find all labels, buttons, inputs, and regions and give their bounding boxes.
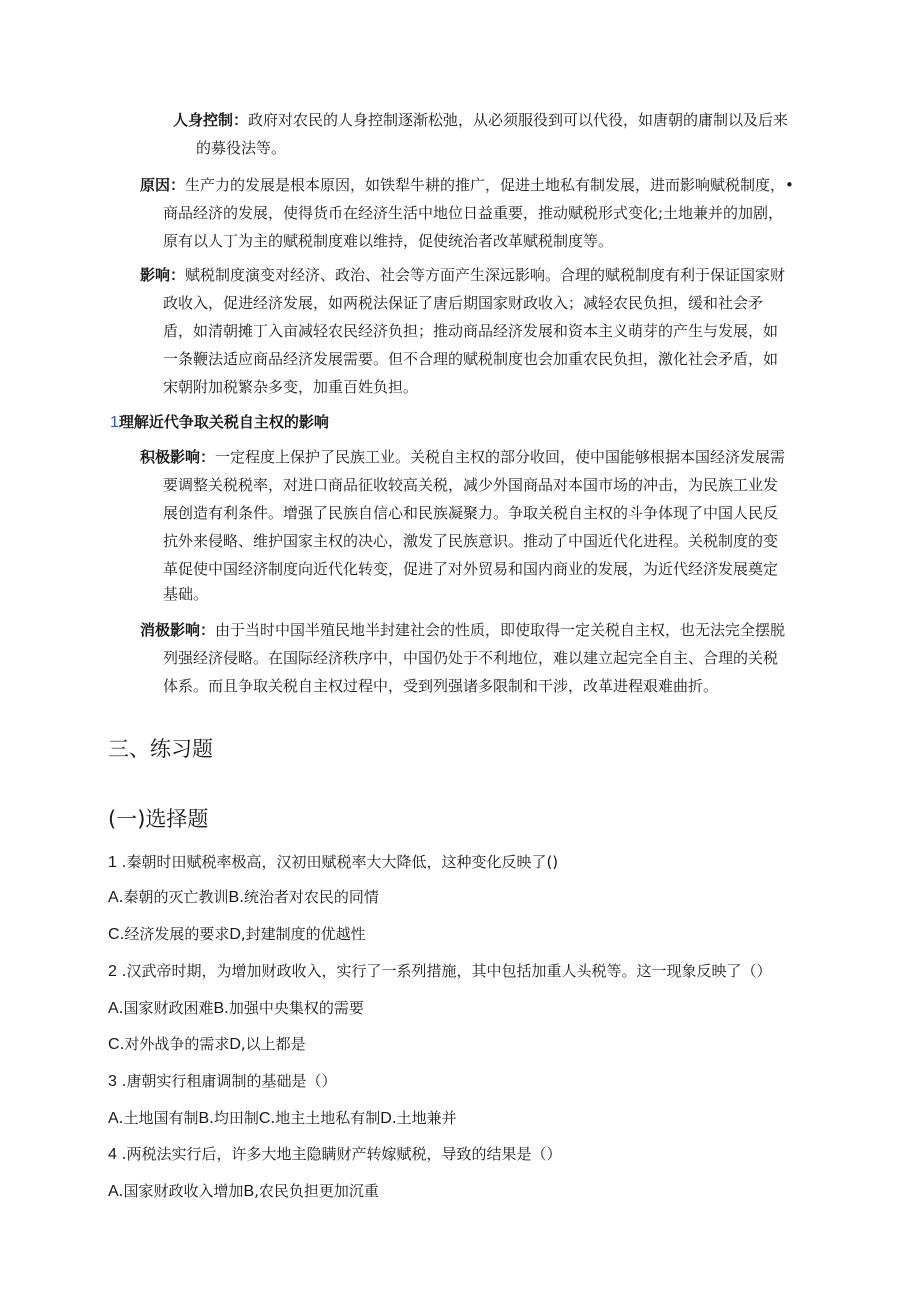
personal-control-paragraph [173, 106, 823, 134]
question-2-option-d-text: ,以上都是 [240, 1035, 306, 1053]
question-2-option-b-letter: B [213, 1000, 225, 1017]
question-2-option-a-letter: A [108, 1000, 119, 1017]
question-3-option-b-letter: B [198, 1110, 210, 1127]
positive-line4: 抗外来侵略、维护国家主权的决心，激发了民族意识。推动了中国近代化进程。关税制度的变 [163, 532, 779, 550]
personal-control-line1: 政府对农民的人身控制逐渐松弛，从必须服役到可以代役，如唐朝的庸制以及后来 [248, 111, 789, 129]
positive-line2: 要调整关税税率，对进口商品征收较高关税，减少外国商品对本国市场的冲击，为民族工业发 [163, 476, 779, 494]
question-2-option-a-text: .国家财政困难 [118, 999, 214, 1017]
positive-line3: 展创造有利条件。增强了民族自信心和民族凝聚力。争取关税自主权的斗争体现了中国人民反 [163, 504, 779, 522]
negative-line1: 由于当时中国半殖民地半封建社会的性质，即使取得一定关税自主权，也无法完全摆脱 [215, 621, 786, 639]
question-1-options-ab [108, 885, 379, 910]
question-3-options [108, 1106, 457, 1131]
exercises-heading: 三、练习题 [108, 737, 213, 761]
positive-paragraph-line1 [140, 443, 785, 471]
question-2-option-d-letter: D [229, 1036, 241, 1053]
negative-line2: 列强经济侵略。在国际经济秩序中，中国仍处于不利地位，难以建立起完全自主、合理的关税 [163, 649, 779, 667]
question-1-option-c-text: .经济发展的要求 [119, 925, 230, 943]
question-4-option-a-letter: A [108, 1183, 119, 1200]
question-4-options-ab [108, 1179, 379, 1204]
impact-line1: 赋税制度演变对经济、政治、社会等方面产生深远影响。合理的赋税制度有利于保证国家财 [185, 266, 786, 284]
question-2-number: 2 [108, 963, 117, 980]
question-4-option-b-text: ,农民负担更加沉重 [254, 1182, 379, 1200]
question-1-option-b-letter: B [228, 889, 240, 906]
negative-line3: 体系。而且争取关税自主权过程中，受到列强诸多限制和干涉，改革进程艰难曲折。 [163, 677, 719, 695]
question-1-stem: .秦朝时田赋税率极高，汉初田赋税率大大降低，这种变化反映了() [116, 853, 559, 871]
question-4-stem: .两税法实行后，许多大地主隐瞒财产转嫁赋税，导致的结果是（） [116, 1145, 562, 1163]
positive-line1: 一定程度上保护了民族工业。关税自主权的部分收回，使中国能够根据本国经济发展需 [215, 448, 786, 466]
question-3-option-d-text: .土地兼并 [391, 1109, 457, 1127]
positive-label: 积极影响： [140, 448, 216, 466]
question-1-option-a-text: .秦朝的灭亡教训 [118, 888, 229, 906]
question-3-stem: .唐朝实行租庸调制的基础是（） [116, 1072, 337, 1090]
cause-paragraph-line1 [140, 171, 840, 199]
question-2 [108, 959, 771, 984]
question-4-number: 4 [108, 1146, 117, 1163]
question-3-option-a-text: .土地国有制 [118, 1109, 199, 1127]
question-4-option-a-text: .国家财政收入增加 [118, 1182, 244, 1200]
question-1-options-cd [108, 922, 366, 947]
question-2-option-b-text: .加强中央集权的需要 [224, 999, 364, 1017]
understand-heading-number: 1 [110, 414, 119, 431]
impact-line2: 政收入，促进经济发展，如两税法保证了唐后期国家财政收入；减轻农民负担，缓和社会矛 [163, 294, 764, 312]
impact-label: 影响： [140, 266, 186, 284]
cause-label: 原因： [140, 176, 186, 194]
impact-line5: 宋朝附加税繁杂多变，加重百姓负担。 [163, 378, 419, 396]
question-1 [108, 850, 558, 875]
question-1-option-d-text: ,封建制度的优越性 [240, 925, 366, 943]
impact-line3: 盾，如清朝摊丁入亩减轻农民经济负担；推动商品经济发展和资本主义萌芽的产生与发展，如 [163, 322, 779, 340]
question-4-option-b-letter: B [243, 1183, 255, 1200]
positive-line5: 革促使中国经济制度向近代化转变，促进了对外贸易和国内商业的发展，为近代经济发展奠定 [163, 560, 779, 578]
personal-control-label: 人身控制： [173, 111, 249, 129]
question-2-options-cd [108, 1032, 306, 1057]
question-1-option-a-letter: A [108, 889, 119, 906]
question-3-option-c-text: .地主土地私有制 [270, 1109, 381, 1127]
question-3-number: 3 [108, 1073, 117, 1090]
understand-heading-text: 理解近代争取关税自主权的影响 [118, 413, 329, 431]
question-1-number: 1 [108, 854, 117, 871]
question-1-option-c-letter: C [108, 926, 120, 943]
impact-paragraph-line1 [140, 261, 785, 289]
question-3-option-c-letter: C [258, 1110, 271, 1127]
question-4 [108, 1142, 561, 1167]
question-2-stem: .汉武帝时期，为增加财政收入，实行了一系列措施，其中包括加重人头税等。这一现象反映了（） [116, 962, 772, 980]
cause-line3: 原有以人丁为主的赋税制度难以维持，促使统治者改革赋税制度等。 [163, 232, 614, 250]
negative-label: 消极影响： [140, 621, 216, 639]
question-2-option-c-text: .对外战争的需求 [119, 1035, 230, 1053]
question-3-option-d-letter: D [380, 1110, 392, 1127]
question-3-option-b-text: .均田制 [209, 1109, 259, 1127]
question-1-option-b-text: .统治者对农民的同情 [239, 888, 379, 906]
impact-line4: 一条鞭法适应商品经济发展需要。但不合理的赋税制度也会加重农民负担，激化社会矛盾，如 [163, 350, 779, 368]
understand-heading [110, 408, 329, 437]
question-3 [108, 1069, 336, 1094]
positive-line6: 基础。 [163, 585, 209, 603]
choice-subheading: (一)选择题 [108, 807, 209, 831]
cause-line2: 商品经济的发展，使得货币在经济生活中地位日益重要，推动赋税形式变化;土地兼并的加剧， [163, 204, 784, 222]
negative-paragraph-line1 [140, 616, 785, 644]
question-3-option-a-letter: A [108, 1110, 119, 1127]
question-2-options-ab [108, 996, 364, 1021]
cause-line1: 生产力的发展是根本原因，如铁犁牛耕的推广，促进土地私有制发展，进而影响赋税制度，• [185, 176, 794, 194]
personal-control-line2: 的募役法等。 [196, 139, 287, 157]
question-1-option-d-letter: D [229, 926, 241, 943]
question-2-option-c-letter: C [108, 1036, 120, 1053]
